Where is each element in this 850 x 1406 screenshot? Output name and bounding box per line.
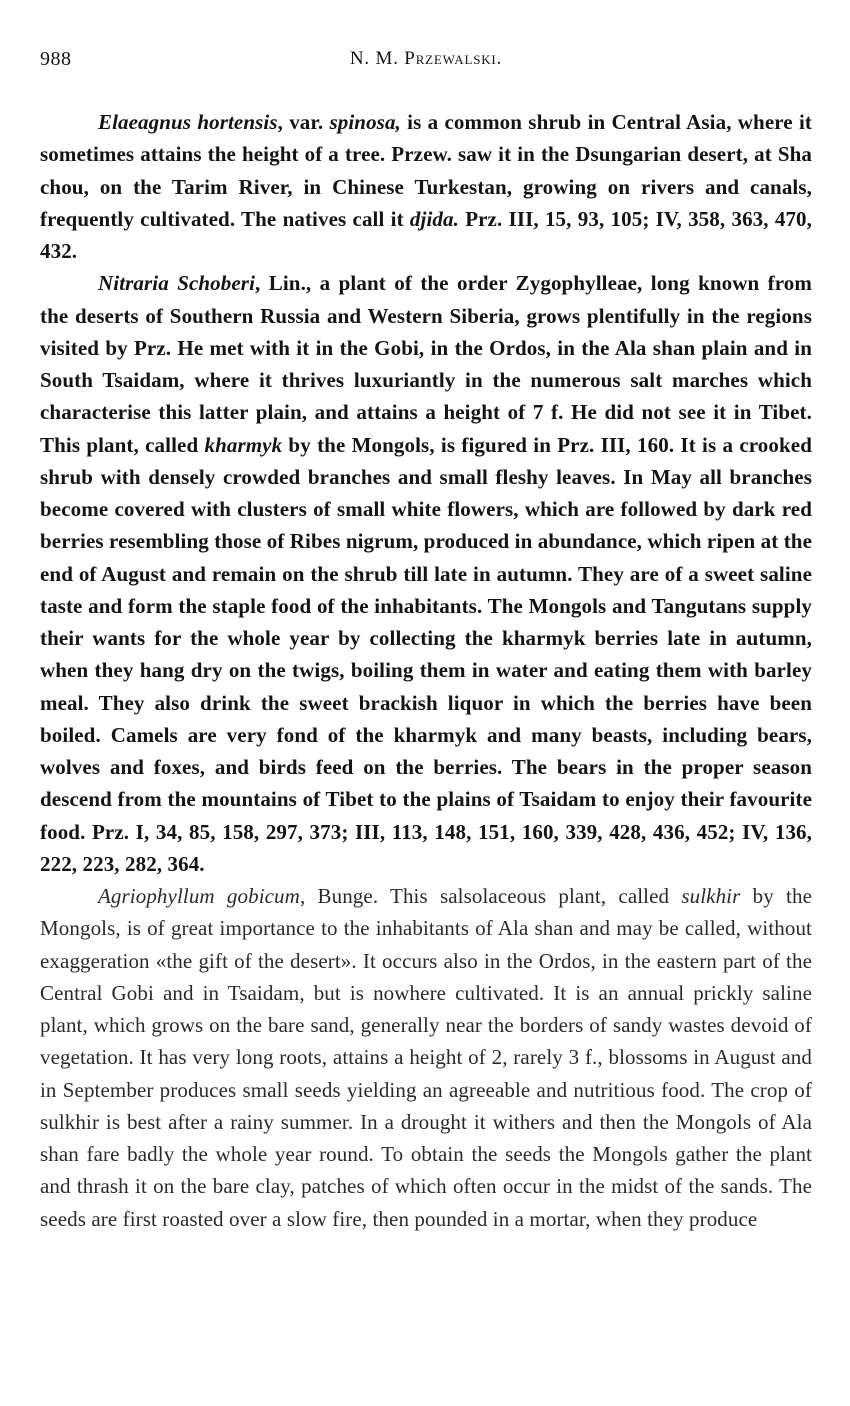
running-head — [40, 48, 812, 70]
paragraph-text: Prz. III, 15, 93, 105; IV, 358, 363, 470, 432. — [40, 206, 813, 263]
paragraph-agriophyllum — [40, 880, 812, 1235]
paragraph-text: by the Mongols, is figured in Prz. III, 160. It is a crooked shrub with densely crowded branches and small fleshy leaves. In May all branches become covered with clusters of small white flowers, which are followed by dark red berries resembling those of Ribes nigrum, produced in abundance, which ripen at the end of August and remain on the shrub till late in autumn. They are of a sweet saline taste and form the staple food of the inhabitants. The Mongols and Tangutans supply their wants for the whole year by collecting the kharmyk berries late in autumn, when they hang dry on the twigs, boiling them in water and eating them with barley meal. They also drink the sweet brackish liquor in which the berries have been boiled. Camels are very fond of the kharmyk and many beasts, including bears, wolves and foxes, and birds feed on the berries. The bears in the proper season descend from the mountains of Tibet to the plains of Tsaidam to enjoy their favourite food. Prz. I, 34, 85, 158, 297, 373; III, 113, 148, 151, 160, 339, 428, 436, 452; IV, 136, 222, 223, 282, 364. — [40, 432, 812, 876]
paragraph-text: , Lin., a plant of the order Zygophylleae, long known from the deserts of Southern Russia and Western Siberia, grows plentifully in the regions visited by Prz. He met with it in the Gobi, in the Ordos, in the Ala shan plain and in South Tsaidam, where it thrives luxuriantly in the numerous salt marches which characterise this latter plain, and attains a height of 7 f. He did not see it in Tibet. This plant, called — [40, 271, 812, 457]
paragraph-elaeagnus — [40, 106, 812, 267]
species-name: Elaeagnus hortensis — [98, 110, 278, 134]
page-body — [40, 106, 812, 1235]
variety-name: spinosa, — [329, 110, 401, 134]
paragraph-text: , Bunge. This salsolaceous plant, called — [299, 884, 682, 908]
native-name: kharmyk — [204, 432, 283, 457]
species-name: Nitraria Schoberi — [98, 271, 256, 296]
paragraph-nitraria — [40, 267, 812, 880]
native-name: djida. — [409, 206, 459, 231]
native-name: sulkhir — [681, 884, 741, 908]
species-name: Agriophyllum gobicum — [98, 884, 300, 908]
paragraph-text: is a common shrub in Central Asia, where it sometimes attains the height of a tree. Przew. saw it in the Dsungarian desert, at Sha chou, on the Tarim River, in Chinese Turkestan, growing on rivers and canals, frequently cultivated. The natives call it — [40, 110, 812, 231]
running-head-initials: N. M. P — [349, 48, 416, 69]
paragraph-text: by the Mongols, is of great importance to the inhabitants of Ala shan and may be called, without exaggeration «the gift of the desert». It occurs also in the Ordos, in the eastern part of the Central Gobi and in Tsaidam, but is nowhere cultivated. It is an annual prickly saline plant, which grows on the bare sand, generally near the borders of sandy wastes devoid of vegetation. It has very long roots, attains a height of 2, rarely 3 f., blossoms in August and in September produces small seeds yielding an agreeable and nutritious food. The crop of sulkhir is best after a rainy summer. In a drought it withers and then the Mongols of Ala shan fare badly the whole year round. To obtain the seeds the Mongols gather the plant and thrash it on the bare clay, patches of which often occur in the midst of the sands. The seeds are first roasted over a slow fire, then pounded in a mortar, when they produce — [40, 884, 812, 1231]
page-header — [40, 48, 812, 78]
page-number: 988 — [40, 48, 72, 70]
running-head-surname: rzewalski. — [415, 48, 503, 69]
paragraph-text: , var. — [277, 110, 330, 134]
